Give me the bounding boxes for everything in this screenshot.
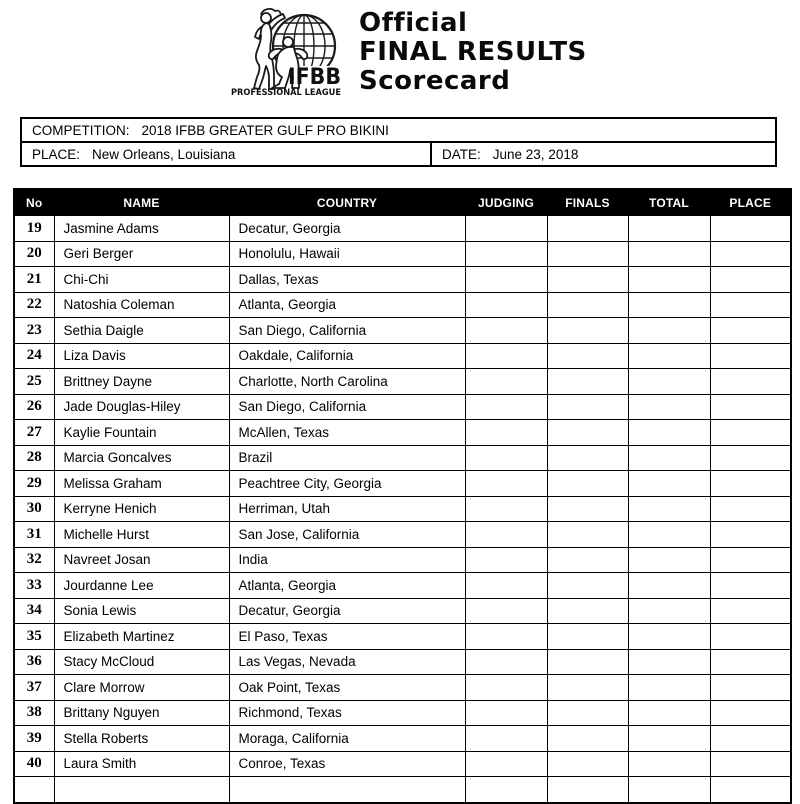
cell-judging xyxy=(465,496,547,522)
cell-name: Jourdanne Lee xyxy=(54,573,229,599)
cell-name: Chi-Chi xyxy=(54,267,229,293)
cell-country: San Jose, California xyxy=(229,522,465,548)
cell-name: Clare Morrow xyxy=(54,675,229,701)
place-value: New Orleans, Louisiana xyxy=(92,146,236,162)
place-cell xyxy=(22,143,432,165)
cell-judging xyxy=(465,318,547,344)
cell-judging xyxy=(465,573,547,599)
cell-name: Elizabeth Martinez xyxy=(54,624,229,650)
cell-finals xyxy=(547,267,628,293)
cell-total xyxy=(628,394,710,420)
table-row xyxy=(14,216,791,242)
table-row xyxy=(14,267,791,293)
cell-place xyxy=(710,241,791,267)
cell-judging xyxy=(465,267,547,293)
cell-total xyxy=(628,726,710,752)
cell-total xyxy=(628,649,710,675)
table-row xyxy=(14,547,791,573)
cell-judging xyxy=(465,624,547,650)
cell-place xyxy=(710,777,791,803)
cell-total xyxy=(628,675,710,701)
cell-judging xyxy=(465,700,547,726)
cell-total xyxy=(628,496,710,522)
cell-finals xyxy=(547,522,628,548)
competition-info-box xyxy=(20,117,777,167)
table-row xyxy=(14,369,791,395)
cell-finals xyxy=(547,369,628,395)
cell-no: 39 xyxy=(14,726,54,752)
cell-country: India xyxy=(229,547,465,573)
cell-country: Charlotte, North Carolina xyxy=(229,369,465,395)
cell-total xyxy=(628,420,710,446)
cell-no: 24 xyxy=(14,343,54,369)
cell-judging xyxy=(465,420,547,446)
cell-place xyxy=(710,675,791,701)
cell-judging xyxy=(465,471,547,497)
cell-finals xyxy=(547,241,628,267)
cell-no: 22 xyxy=(14,292,54,318)
cell-country: Honolulu, Hawaii xyxy=(229,241,465,267)
cell-country: Conroe, Texas xyxy=(229,751,465,777)
cell-no: 34 xyxy=(14,598,54,624)
cell-judging xyxy=(465,445,547,471)
title-line-scorecard: Scorecard xyxy=(359,66,511,96)
cell-finals xyxy=(547,343,628,369)
cell-total xyxy=(628,241,710,267)
cell-judging xyxy=(465,547,547,573)
place-date-row xyxy=(22,143,775,165)
cell-no: 33 xyxy=(14,573,54,599)
cell-total xyxy=(628,700,710,726)
cell-name: Liza Davis xyxy=(54,343,229,369)
cell-place xyxy=(710,471,791,497)
place-label: PLACE: xyxy=(32,146,81,162)
results-table-header xyxy=(14,189,791,216)
cell-no: 27 xyxy=(14,420,54,446)
cell-finals xyxy=(547,471,628,497)
cell-name: Stella Roberts xyxy=(54,726,229,752)
date-label: DATE: xyxy=(442,146,481,162)
cell-place xyxy=(710,573,791,599)
scorecard-title xyxy=(359,9,587,96)
cell-country: Brazil xyxy=(229,445,465,471)
cell-judging xyxy=(465,241,547,267)
cell-finals xyxy=(547,292,628,318)
cell-name: Michelle Hurst xyxy=(54,522,229,548)
cell-judging xyxy=(465,394,547,420)
cell-no: 37 xyxy=(14,675,54,701)
table-row xyxy=(14,318,791,344)
cell-place xyxy=(710,547,791,573)
column-header-total: TOTAL xyxy=(628,189,710,216)
cell-place xyxy=(710,318,791,344)
cell-country: Moraga, California xyxy=(229,726,465,752)
cell-judging xyxy=(465,522,547,548)
results-table-body xyxy=(14,216,791,803)
ifbb-tagline-text: PROFESSIONAL LEAGUE xyxy=(231,88,341,98)
table-row xyxy=(14,394,791,420)
cell-name: Sonia Lewis xyxy=(54,598,229,624)
cell-country: Peachtree City, Georgia xyxy=(229,471,465,497)
competition-label: COMPETITION: xyxy=(32,122,130,138)
cell-total xyxy=(628,573,710,599)
cell-country: McAllen, Texas xyxy=(229,420,465,446)
cell-total xyxy=(628,216,710,242)
cell-country: Decatur, Georgia xyxy=(229,216,465,242)
cell-judging xyxy=(465,292,547,318)
title-line-official: Official xyxy=(359,8,468,38)
cell-finals xyxy=(547,318,628,344)
cell-place xyxy=(710,522,791,548)
table-row xyxy=(14,573,791,599)
cell-no: 25 xyxy=(14,369,54,395)
cell-judging xyxy=(465,751,547,777)
cell-country: Las Vegas, Nevada xyxy=(229,649,465,675)
cell-total xyxy=(628,547,710,573)
cell-finals xyxy=(547,547,628,573)
cell-name: Kerryne Henich xyxy=(54,496,229,522)
cell-name: Melissa Graham xyxy=(54,471,229,497)
table-row xyxy=(14,471,791,497)
cell-finals xyxy=(547,394,628,420)
cell-no: 28 xyxy=(14,445,54,471)
cell-place xyxy=(710,700,791,726)
date-cell xyxy=(432,143,775,165)
competition-value: 2018 IFBB GREATER GULF PRO BIKINI xyxy=(141,122,389,138)
cell-country xyxy=(229,777,465,803)
column-header-country: COUNTRY xyxy=(229,189,465,216)
cell-finals xyxy=(547,420,628,446)
table-row xyxy=(14,343,791,369)
column-header-judging: JUDGING xyxy=(465,189,547,216)
cell-finals xyxy=(547,445,628,471)
cell-no: 38 xyxy=(14,700,54,726)
cell-country: Atlanta, Georgia xyxy=(229,573,465,599)
cell-total xyxy=(628,471,710,497)
cell-place xyxy=(710,369,791,395)
cell-total xyxy=(628,318,710,344)
cell-no: 23 xyxy=(14,318,54,344)
cell-no: 40 xyxy=(14,751,54,777)
cell-country: Dallas, Texas xyxy=(229,267,465,293)
cell-finals xyxy=(547,573,628,599)
cell-country: San Diego, California xyxy=(229,394,465,420)
cell-name: Jasmine Adams xyxy=(54,216,229,242)
column-header-place: PLACE xyxy=(710,189,791,216)
cell-no: 29 xyxy=(14,471,54,497)
table-row xyxy=(14,675,791,701)
cell-finals xyxy=(547,700,628,726)
cell-judging xyxy=(465,649,547,675)
cell-no: 21 xyxy=(14,267,54,293)
cell-no: 31 xyxy=(14,522,54,548)
cell-no: 35 xyxy=(14,624,54,650)
cell-finals xyxy=(547,777,628,803)
table-row xyxy=(14,420,791,446)
table-row xyxy=(14,241,791,267)
table-row xyxy=(14,624,791,650)
column-header-name: NAME xyxy=(54,189,229,216)
cell-total xyxy=(628,777,710,803)
cell-total xyxy=(628,522,710,548)
cell-place xyxy=(710,726,791,752)
ifbb-logo-graphic xyxy=(228,6,356,98)
cell-name: Geri Berger xyxy=(54,241,229,267)
cell-no: 36 xyxy=(14,649,54,675)
table-row xyxy=(14,292,791,318)
cell-no: 32 xyxy=(14,547,54,573)
cell-no: 20 xyxy=(14,241,54,267)
cell-place xyxy=(710,292,791,318)
cell-name: Natoshia Coleman xyxy=(54,292,229,318)
cell-name: Brittany Nguyen xyxy=(54,700,229,726)
cell-name: Stacy McCloud xyxy=(54,649,229,675)
cell-no: 30 xyxy=(14,496,54,522)
cell-total xyxy=(628,369,710,395)
cell-place xyxy=(710,267,791,293)
cell-name: Sethia Daigle xyxy=(54,318,229,344)
cell-finals xyxy=(547,496,628,522)
cell-country: El Paso, Texas xyxy=(229,624,465,650)
cell-place xyxy=(710,445,791,471)
cell-total xyxy=(628,751,710,777)
cell-place xyxy=(710,496,791,522)
cell-place xyxy=(710,343,791,369)
cell-total xyxy=(628,624,710,650)
column-header-no: No xyxy=(14,189,54,216)
table-row xyxy=(14,649,791,675)
cell-judging xyxy=(465,369,547,395)
cell-place xyxy=(710,624,791,650)
header-row xyxy=(14,189,791,216)
date-value: June 23, 2018 xyxy=(492,146,579,162)
cell-name: Brittney Dayne xyxy=(54,369,229,395)
cell-name: Kaylie Fountain xyxy=(54,420,229,446)
column-header-finals: FINALS xyxy=(547,189,628,216)
cell-name xyxy=(54,777,229,803)
table-row xyxy=(14,445,791,471)
cell-finals xyxy=(547,598,628,624)
table-row xyxy=(14,598,791,624)
competition-row xyxy=(22,119,775,143)
cell-country: Richmond, Texas xyxy=(229,700,465,726)
cell-total xyxy=(628,445,710,471)
cell-no: 19 xyxy=(14,216,54,242)
partial-row xyxy=(14,777,791,803)
cell-country: Decatur, Georgia xyxy=(229,598,465,624)
cell-finals xyxy=(547,751,628,777)
ifbb-brand-text: IFBB xyxy=(288,65,341,90)
results-table xyxy=(13,188,792,804)
cell-total xyxy=(628,343,710,369)
cell-place xyxy=(710,751,791,777)
cell-name: Jade Douglas-Hiley xyxy=(54,394,229,420)
cell-finals xyxy=(547,216,628,242)
cell-place xyxy=(710,649,791,675)
cell-place xyxy=(710,420,791,446)
cell-finals xyxy=(547,649,628,675)
cell-name: Laura Smith xyxy=(54,751,229,777)
cell-judging xyxy=(465,216,547,242)
table-row xyxy=(14,726,791,752)
table-row xyxy=(14,496,791,522)
table-row xyxy=(14,700,791,726)
cell-judging xyxy=(465,777,547,803)
cell-finals xyxy=(547,726,628,752)
cell-no xyxy=(14,777,54,803)
cell-judging xyxy=(465,343,547,369)
cell-name: Marcia Goncalves xyxy=(54,445,229,471)
cell-name: Navreet Josan xyxy=(54,547,229,573)
cell-finals xyxy=(547,675,628,701)
cell-country: Herriman, Utah xyxy=(229,496,465,522)
cell-judging xyxy=(465,675,547,701)
cell-place xyxy=(710,598,791,624)
table-row xyxy=(14,522,791,548)
cell-country: Oakdale, California xyxy=(229,343,465,369)
cell-judging xyxy=(465,726,547,752)
cell-finals xyxy=(547,624,628,650)
cell-total xyxy=(628,267,710,293)
cell-place xyxy=(710,394,791,420)
cell-country: San Diego, California xyxy=(229,318,465,344)
cell-judging xyxy=(465,598,547,624)
cell-country: Atlanta, Georgia xyxy=(229,292,465,318)
ifbb-logo xyxy=(228,6,356,98)
cell-total xyxy=(628,292,710,318)
cell-country: Oak Point, Texas xyxy=(229,675,465,701)
table-row xyxy=(14,751,791,777)
title-line-final-results: FINAL RESULTS xyxy=(359,37,587,67)
cell-place xyxy=(710,216,791,242)
cell-total xyxy=(628,598,710,624)
cell-no: 26 xyxy=(14,394,54,420)
